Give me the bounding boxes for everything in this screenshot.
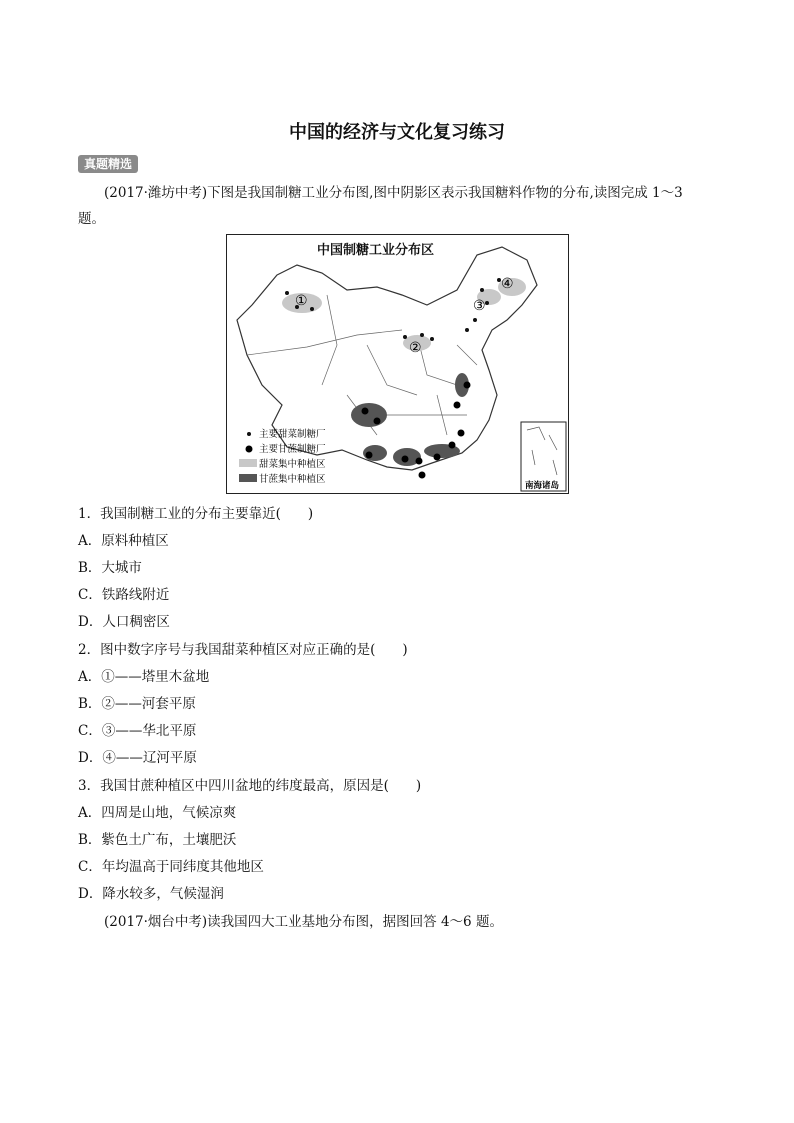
- page-title: 中国的经济与文化复习练习: [289, 122, 505, 143]
- map-drawing: [227, 235, 568, 493]
- q1-option-b: B．大城市: [78, 560, 142, 576]
- section-badge: 真题精选: [78, 155, 138, 173]
- intro-text-tail: 题。: [78, 211, 105, 227]
- map-legend: [239, 428, 326, 485]
- legend-cane-area: 甘蔗集中种植区: [259, 474, 326, 485]
- q2-option-b: B．②——河套平原: [78, 696, 196, 712]
- q1-option-d: D．人口稠密区: [78, 614, 170, 630]
- marker-2: ②: [409, 340, 422, 356]
- q3-option-c: C．年均温高于同纬度其他地区: [78, 859, 264, 875]
- question-1-stem: 1．我国制糖工业的分布主要靠近( ): [78, 506, 314, 522]
- q3-option-a: A．四周是山地，气候凉爽: [78, 805, 237, 821]
- marker-3: ③: [473, 298, 486, 314]
- question-3-stem: 3．我国甘蔗种植区中四川盆地的纬度最高，原因是( ): [78, 778, 422, 794]
- intro-text: (2017·潍坊中考)下图是我国制糖工业分布图,图中阴影区表示我国糖料作物的分布,读图完成 1～3: [104, 185, 683, 201]
- sugar-industry-map: [226, 234, 569, 494]
- q1-option-a: A．原料种植区: [78, 533, 169, 549]
- marker-1: ①: [295, 293, 308, 309]
- legend-cane-factory: 主要甘蔗制糖厂: [259, 444, 326, 455]
- inset-label: 南海诸岛: [525, 481, 560, 491]
- q3-option-d: D．降水较多，气候湿润: [78, 886, 224, 902]
- q1-option-c: C．铁路线附近: [78, 587, 170, 603]
- q3-option-b: B．紫色土广布，土壤肥沃: [78, 832, 237, 848]
- outro-text: (2017·烟台中考)读我国四大工业基地分布图，据图回答 4～6 题。: [104, 914, 503, 930]
- question-2-stem: 2．图中数字序号与我国甜菜种植区对应正确的是( ): [78, 642, 408, 658]
- q2-option-c: C．③——华北平原: [78, 723, 197, 739]
- legend-beet-area: 甜菜集中种植区: [259, 459, 326, 470]
- marker-4: ④: [501, 276, 514, 292]
- legend-beet-factory: 主要甜菜制糖厂: [259, 429, 326, 440]
- q2-option-d: D．④——辽河平原: [78, 750, 197, 766]
- q2-option-a: A．①——塔里木盆地: [78, 669, 210, 685]
- map-title: 中国制糖工业分布区: [317, 243, 435, 258]
- cane-area-sichuan: [351, 403, 387, 427]
